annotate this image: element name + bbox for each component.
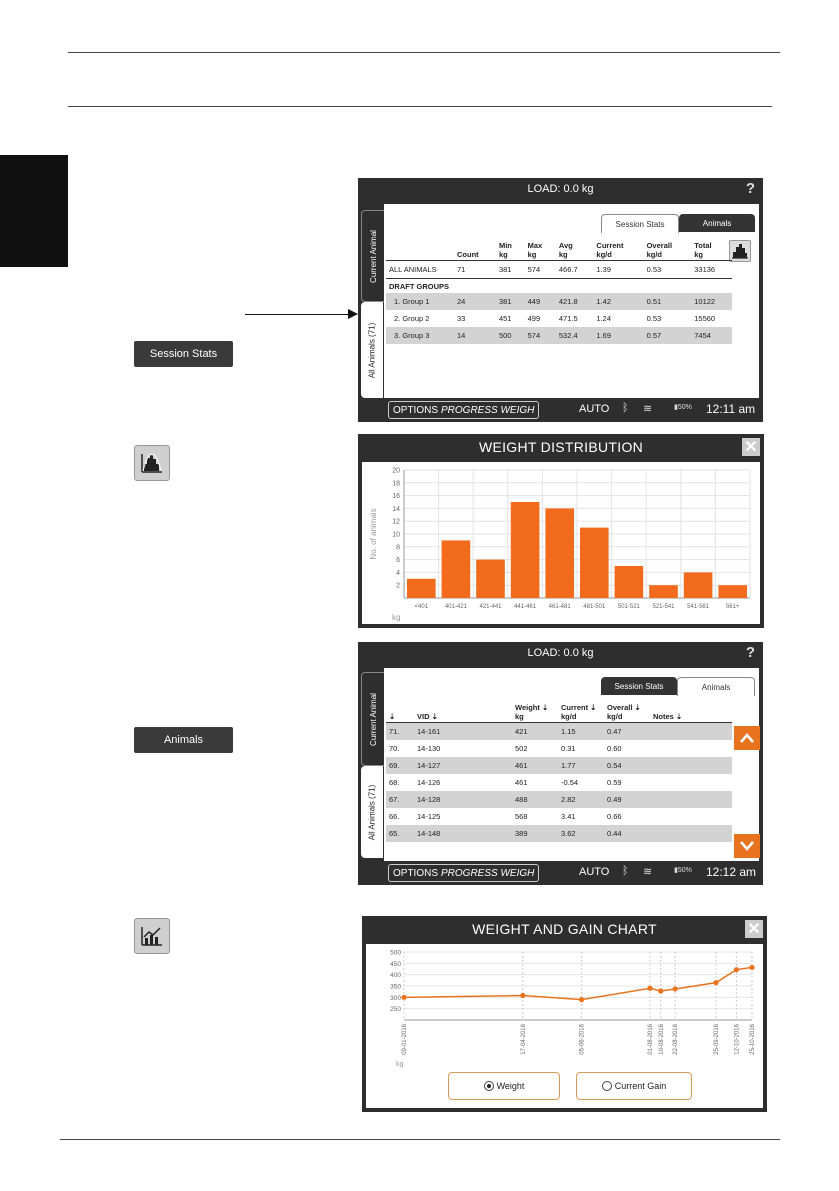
col-current[interactable]: Current ⇣ kg/d xyxy=(561,703,597,721)
data-point xyxy=(401,995,406,1000)
top-tabs xyxy=(601,214,755,232)
distribution-chart-small-icon[interactable] xyxy=(729,240,751,262)
table-row[interactable]: 68. 14-126 461 -0.54 0.59 xyxy=(389,778,622,787)
table-row[interactable]: 65. 14-148 389 3.62 0.44 xyxy=(386,825,732,842)
tab-all-animals-label: All Animals (71) xyxy=(367,322,377,378)
y-tick-label: 16 xyxy=(392,493,400,501)
callout-arrow-line xyxy=(245,314,350,315)
data-point xyxy=(658,988,663,993)
bar-<401 xyxy=(407,579,436,598)
tab-current-animal-label: Current Animal xyxy=(368,229,378,283)
table-row[interactable]: ALL ANIMALS 71 381 574 466.7 1.39 0.53 33136 xyxy=(386,261,732,279)
y-tick-label: 500 xyxy=(390,949,401,957)
y-tick-label: 350 xyxy=(390,983,401,991)
bar-481-501 xyxy=(580,528,609,598)
wifi-icon: ≋ xyxy=(643,403,653,415)
x-tick-label: 22-08-2016 xyxy=(673,1024,680,1055)
chevron-down-icon xyxy=(740,841,754,851)
bar-561+ xyxy=(718,585,747,598)
table-header-row xyxy=(386,240,732,261)
radio-selected-icon xyxy=(484,1081,494,1091)
x-tick-label: 17-04-2016 xyxy=(520,1024,527,1055)
table-row[interactable]: 66. 14-125 568 3.41 0.66 xyxy=(389,812,622,821)
bar-401-421 xyxy=(442,540,471,598)
tab-all-animals[interactable] xyxy=(361,302,383,398)
bar-441-461 xyxy=(511,502,540,598)
options-button[interactable]: OPTIONS PROGRESS WEIGH xyxy=(388,864,539,882)
session-stats-screen xyxy=(358,178,763,422)
y-tick-label: 6 xyxy=(396,557,400,565)
session-stats-content xyxy=(384,204,759,398)
col-vid[interactable]: VID ⇣ xyxy=(417,712,438,721)
scroll-down-button[interactable] xyxy=(734,834,760,858)
data-point xyxy=(749,965,754,970)
tab-current-animal[interactable] xyxy=(361,672,385,766)
bluetooth-icon: ᛒ xyxy=(622,402,629,414)
weight-gain-chart-button[interactable] xyxy=(134,918,170,954)
footer-rule xyxy=(60,1139,780,1140)
x-tick-label: 521-541 xyxy=(652,604,675,610)
options-button[interactable]: OPTIONS PROGRESS WEIGH xyxy=(388,401,539,419)
tab-current-animal[interactable] xyxy=(361,210,385,302)
bar-501-521 xyxy=(615,566,644,598)
table-row[interactable]: 1. Group 1 24 381 449 421.8 1.42 0.51 10122 xyxy=(386,293,732,310)
data-point xyxy=(579,997,584,1002)
x-tick-label: 05-06-2016 xyxy=(579,1024,586,1055)
x-tick-label: 09-01-2016 xyxy=(402,1024,408,1055)
col-overall: Overall kg/d xyxy=(646,241,673,259)
table-row[interactable]: 69. 14-127 461 1.77 0.54 xyxy=(386,757,732,774)
bar-541-561 xyxy=(684,572,713,598)
tab-session-stats[interactable]: Session Stats xyxy=(601,214,679,233)
col-weight[interactable]: Weight ⇣ kg xyxy=(515,703,549,721)
col-total: Total kg xyxy=(694,241,712,259)
table-row[interactable]: 71. 14-161 421 1.15 0.47 xyxy=(386,723,732,741)
current-gain-radio[interactable]: Current Gain xyxy=(576,1072,692,1100)
status-bar xyxy=(358,398,763,422)
wifi-icon: ≋ xyxy=(643,866,653,878)
x-tick-label: 461-481 xyxy=(548,604,571,610)
session-stats-button[interactable]: Session Stats xyxy=(134,341,233,367)
x-tick-label: 10-08-2016 xyxy=(658,1024,665,1055)
weight-distribution-title: WEIGHT DISTRIBUTION xyxy=(478,439,644,455)
y-tick-label: 20 xyxy=(392,467,400,475)
sort-icon[interactable]: ⇣ xyxy=(389,712,396,721)
x-tick-label: 541-561 xyxy=(687,604,710,610)
tab-current-animal-label: Current Animal xyxy=(368,692,378,746)
load-readout: LOAD: 0.0 kg xyxy=(527,183,594,195)
bar-461-481 xyxy=(545,508,574,598)
y-tick-label: 450 xyxy=(390,960,401,968)
bluetooth-icon: ᛒ xyxy=(622,865,629,877)
col-count: Count xyxy=(457,250,479,259)
load-readout: LOAD: 0.0 kg xyxy=(527,647,594,659)
distribution-chart-icon xyxy=(140,452,164,474)
bar-421-441 xyxy=(476,560,505,598)
scroll-up-button[interactable] xyxy=(734,726,760,750)
callout-arrow-head xyxy=(348,309,358,319)
col-overall[interactable]: Overall ⇣ kg/d xyxy=(607,703,641,721)
animals-table xyxy=(386,702,732,842)
x-tick-label: 25-10-2016 xyxy=(750,1024,756,1055)
col-avg: Avg kg xyxy=(558,241,573,259)
y-tick-label: 4 xyxy=(396,569,400,577)
header-rule-bottom xyxy=(68,106,772,107)
section-marker xyxy=(0,155,68,267)
auto-mode-label: AUTO xyxy=(579,403,610,415)
auto-mode-label: AUTO xyxy=(579,866,610,878)
draft-groups-label-row: DRAFT GROUPS xyxy=(389,281,449,291)
animals-screen xyxy=(358,642,763,885)
y-tick-label: 2 xyxy=(396,582,400,590)
weight-distribution-window xyxy=(358,434,764,628)
distribution-chart-button[interactable] xyxy=(134,445,170,481)
weight-gain-chart xyxy=(366,944,763,1068)
weight-radio[interactable]: Weight xyxy=(448,1072,560,1100)
bar-521-541 xyxy=(649,585,678,598)
weight-gain-window xyxy=(362,916,767,1112)
data-point xyxy=(734,967,739,972)
data-point xyxy=(520,993,525,998)
y-tick-label: 14 xyxy=(392,505,400,513)
x-tick-label: 01-08-2016 xyxy=(648,1024,654,1055)
y-tick-label: 12 xyxy=(392,518,400,526)
series-line-weight xyxy=(404,967,752,999)
y-tick-label: 250 xyxy=(390,1006,401,1014)
data-point xyxy=(647,986,652,991)
line-chart-icon xyxy=(140,925,164,947)
x-tick-label: 561+ xyxy=(725,604,740,610)
weight-distribution-body xyxy=(362,462,760,624)
animals-button[interactable]: Animals xyxy=(134,727,233,753)
header-rule-top xyxy=(68,52,780,53)
x-tick-label: 25-09-2016 xyxy=(714,1024,720,1055)
table-header-row xyxy=(386,702,732,723)
col-max: Max kg xyxy=(527,241,543,259)
battery-icon: ▮50% xyxy=(674,404,692,411)
help-icon[interactable]: ? xyxy=(745,644,755,661)
table-row[interactable]: 67. 14-128 488 2.82 0.49 xyxy=(386,791,732,808)
col-min: Min kg xyxy=(498,241,512,259)
help-icon[interactable]: ? xyxy=(745,180,755,197)
tab-all-animals[interactable] xyxy=(361,766,383,858)
weight-gain-title: WEIGHT AND GAIN CHART xyxy=(472,921,657,937)
x-tick-label: 401-421 xyxy=(444,604,467,610)
x-tick-label: 501-521 xyxy=(617,604,640,610)
table-row[interactable]: 70. 14-130 502 0.31 0.60 xyxy=(389,744,622,753)
tab-animals[interactable]: Animals xyxy=(677,677,755,696)
animals-content xyxy=(384,668,759,861)
col-notes[interactable]: Notes ⇣ xyxy=(653,712,683,721)
top-tabs xyxy=(601,677,755,695)
close-icon[interactable]: ✕ xyxy=(742,438,760,456)
y-axis-label: No. of animals xyxy=(369,508,378,560)
session-stats-table xyxy=(386,240,732,344)
clock: 12:12 am xyxy=(706,865,757,879)
x-axis-label: kg xyxy=(396,1061,404,1068)
radio-unselected-icon xyxy=(602,1081,612,1091)
tab-animals[interactable]: Animals xyxy=(679,214,755,232)
x-tick-label: <401 xyxy=(414,604,429,610)
table-row[interactable]: 2. Group 2 33 451 499 471.5 1.24 0.53 15560 xyxy=(394,314,716,323)
y-tick-label: 300 xyxy=(390,994,401,1002)
table-row[interactable]: 3. Group 3 14 500 574 532.4 1.69 0.57 7454 xyxy=(386,327,732,344)
y-tick-label: 400 xyxy=(390,972,401,980)
clock: 12:11 am xyxy=(706,402,756,416)
y-tick-label: 8 xyxy=(396,544,400,552)
data-point xyxy=(673,986,678,991)
x-tick-label: 12-10-2016 xyxy=(734,1024,741,1055)
col-current: Current kg/d xyxy=(596,241,624,259)
weight-distribution-chart xyxy=(362,462,760,624)
chevron-up-icon xyxy=(740,733,754,743)
tab-session-stats[interactable]: Session Stats xyxy=(601,677,677,695)
tab-all-animals-label: All Animals (71) xyxy=(367,784,377,840)
x-tick-label: 421-441 xyxy=(479,604,502,610)
distribution-chart-icon xyxy=(730,241,750,261)
weight-gain-body xyxy=(366,944,763,1108)
x-tick-label: 441-461 xyxy=(514,604,537,610)
x-axis-label: kg xyxy=(392,613,401,622)
data-point xyxy=(713,980,718,985)
status-bar xyxy=(358,861,763,885)
battery-icon: ▮50% xyxy=(674,867,692,874)
y-tick-label: 10 xyxy=(392,531,400,539)
close-icon[interactable]: ✕ xyxy=(745,920,763,938)
x-tick-label: 481-501 xyxy=(583,604,606,610)
y-tick-label: 18 xyxy=(392,480,400,488)
